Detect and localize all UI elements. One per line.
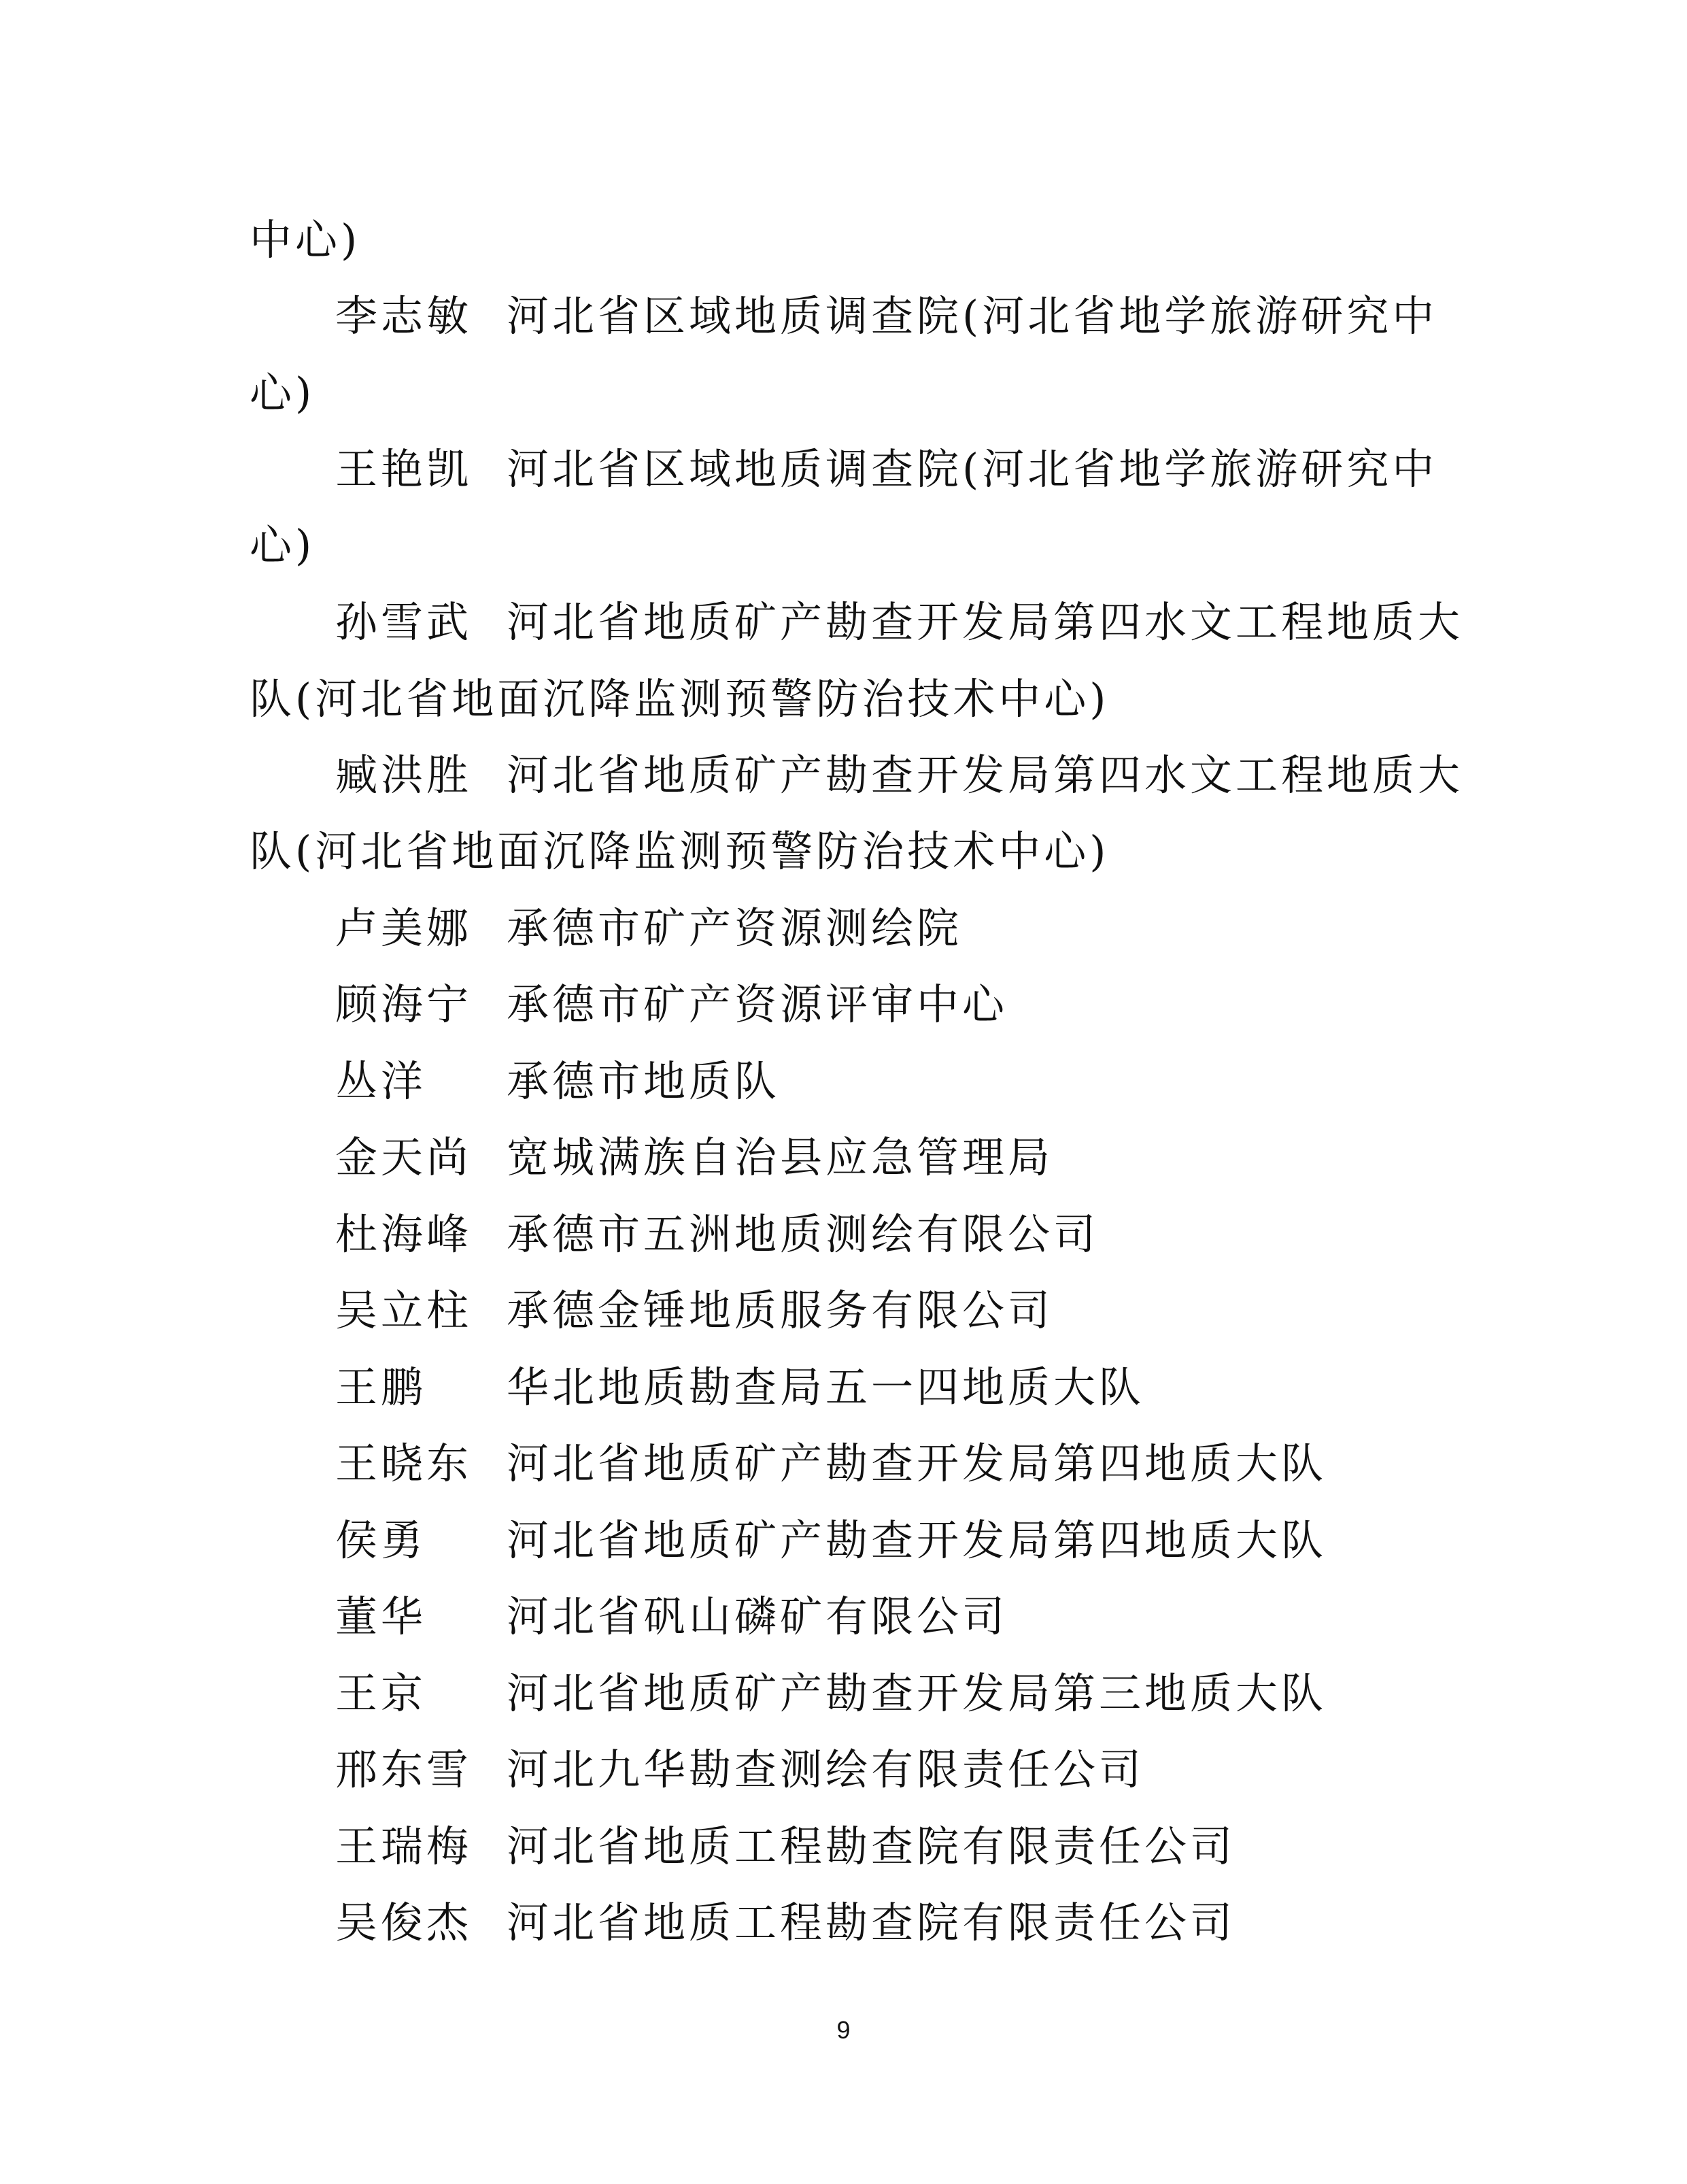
person-name: 李志敏: [335, 291, 473, 341]
organization: 河北省地质矿产勘查开发局第四水文工程地质大: [507, 597, 1464, 647]
organization: 承德市矿产资源测绘院: [507, 903, 963, 953]
list-item: [335, 592, 1463, 653]
person-name: 王京: [335, 1668, 427, 1718]
organization: 河北省矾山磷矿有限公司: [507, 1592, 1008, 1641]
continuation-line: 心): [250, 520, 316, 570]
person-name: 杜海峰: [335, 1209, 473, 1259]
person-name: 侯勇: [335, 1515, 427, 1565]
continuation-line: 队(河北省地面沉降监测预警防治技术中心): [250, 674, 1110, 724]
continuation-line: 心): [250, 368, 316, 418]
list-item: [335, 1357, 1144, 1418]
person-name: 王艳凯: [335, 444, 473, 494]
person-name: 卢美娜: [335, 903, 473, 953]
organization: 河北九华勘查测绘有限责任公司: [507, 1745, 1145, 1794]
organization: 承德金锤地质服务有限公司: [507, 1286, 1054, 1335]
person-name: 吴俊杰: [335, 1898, 473, 1947]
person-name: 王瑞梅: [335, 1821, 473, 1871]
person-name: 王鹏: [335, 1362, 427, 1412]
list-item: [335, 1739, 1144, 1800]
list-item: [335, 1280, 1053, 1341]
person-name: 金天尚: [335, 1132, 473, 1182]
list-item: [335, 898, 962, 959]
person-name: 邢东雪: [335, 1745, 473, 1794]
person-name: 孙雪武: [335, 597, 473, 647]
list-item: [335, 1051, 780, 1112]
organization: 华北地质勘查局五一四地质大队: [507, 1362, 1145, 1412]
organization: 河北省地质工程勘查院有限责任公司: [507, 1898, 1236, 1947]
organization: 河北省地质矿产勘查开发局第四地质大队: [507, 1515, 1327, 1565]
person-name: 董华: [335, 1592, 427, 1641]
organization: 河北省地质矿产勘查开发局第四水文工程地质大: [507, 750, 1464, 800]
person-name: 顾海宁: [335, 979, 473, 1029]
list-item: [335, 974, 1008, 1035]
organization: 河北省区域地质调查院(河北省地学旅游研究中: [507, 444, 1438, 494]
list-item: [335, 1892, 1236, 1953]
person-name: 王晓东: [335, 1439, 473, 1488]
list-item: [335, 1586, 1008, 1647]
list-item: [335, 1510, 1327, 1571]
person-name: 吴立柱: [335, 1286, 473, 1335]
list-item: [335, 1433, 1327, 1494]
organization: 承德市五洲地质测绘有限公司: [507, 1209, 1100, 1259]
list-item: [335, 1127, 1053, 1188]
list-item: [335, 1816, 1236, 1877]
person-name: 臧洪胜: [335, 750, 473, 800]
continuation-line: 中心): [250, 215, 361, 265]
list-item: [335, 439, 1437, 500]
organization: 承德市地质队: [507, 1056, 781, 1106]
organization: 河北省地质矿产勘查开发局第三地质大队: [507, 1668, 1327, 1718]
organization: 宽城满族自治县应急管理局: [507, 1132, 1054, 1182]
list-item: [335, 745, 1463, 806]
continuation-line: 队(河北省地面沉降监测预警防治技术中心): [250, 826, 1110, 876]
organization: 河北省地质矿产勘查开发局第四地质大队: [507, 1439, 1327, 1488]
organization: 河北省地质工程勘查院有限责任公司: [507, 1821, 1236, 1871]
person-name: 丛洋: [335, 1056, 427, 1106]
list-item: [335, 1204, 1099, 1265]
organization: 承德市矿产资源评审中心: [507, 979, 1008, 1029]
page-number: 9: [836, 2016, 851, 2044]
list-item: [335, 1663, 1327, 1724]
organization: 河北省区域地质调查院(河北省地学旅游研究中: [507, 291, 1438, 341]
list-item: [335, 286, 1437, 347]
